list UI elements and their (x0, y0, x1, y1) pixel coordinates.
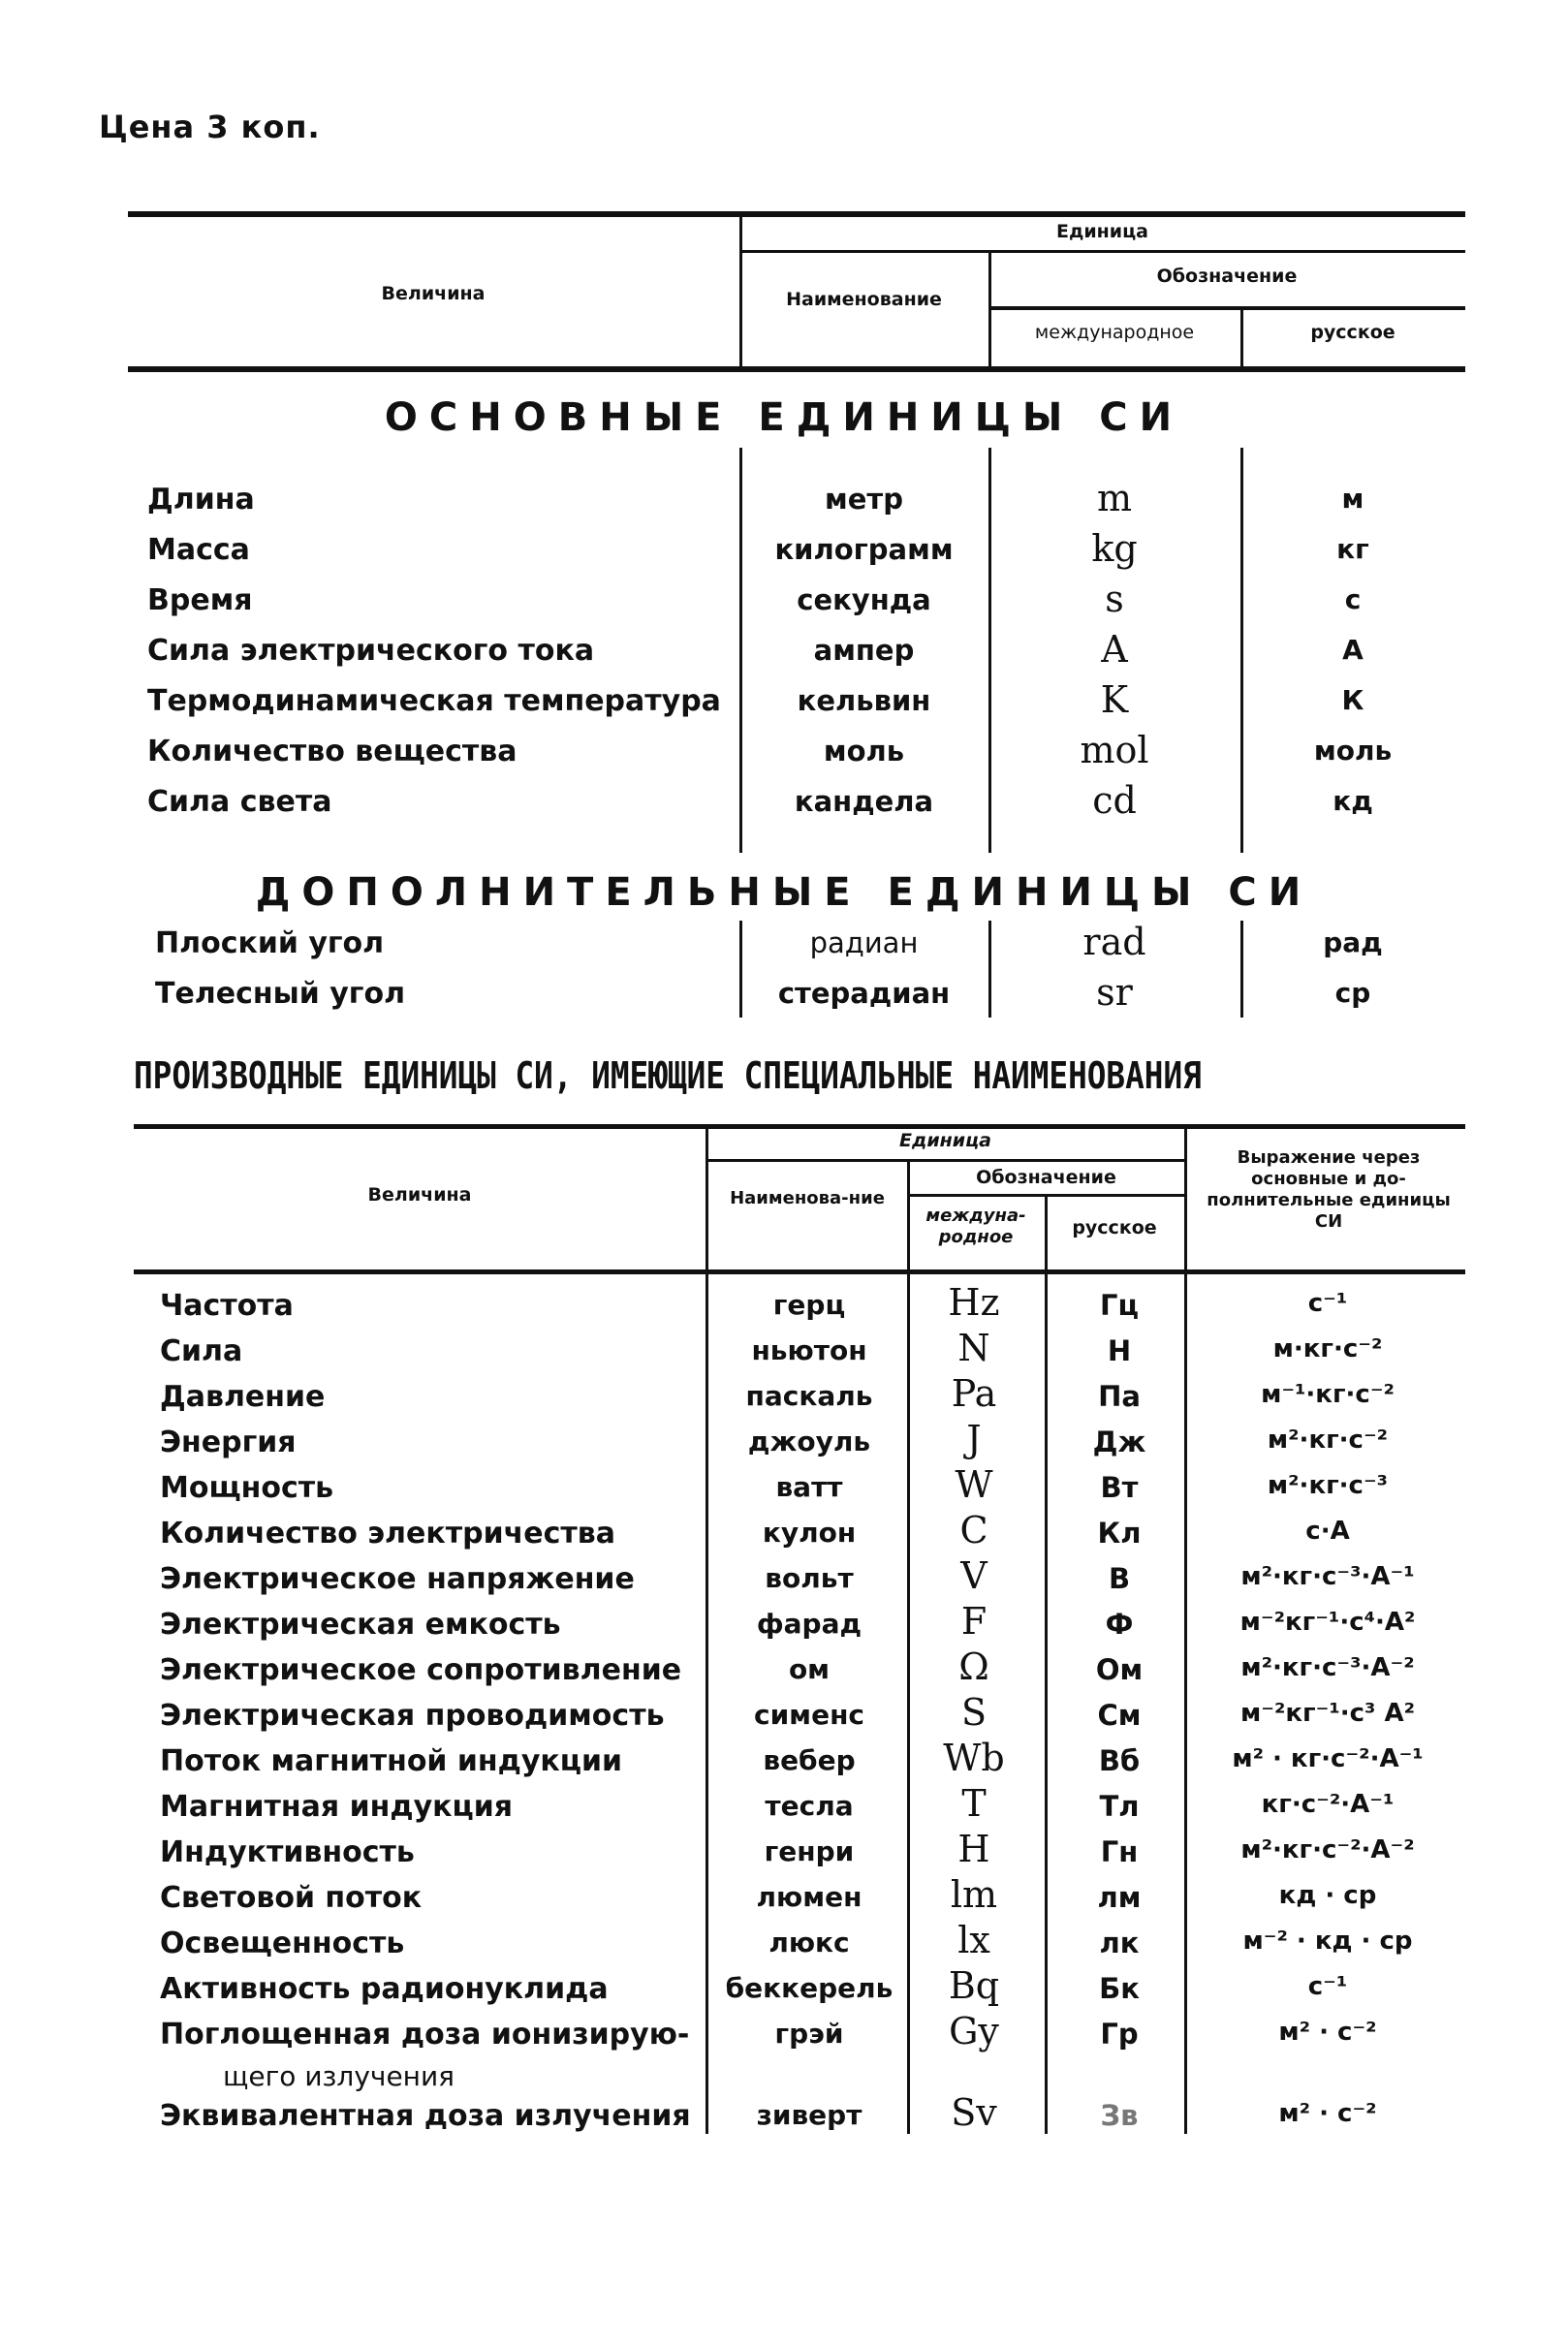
expression-cell: м²·кг·с⁻² (1267, 1426, 1389, 1455)
table-row (0, 527, 1568, 583)
table-row (0, 1873, 1568, 1926)
rus-symbol-cell: Бк (1099, 1972, 1140, 2005)
quantity-cell: Сила электрического тока (147, 634, 595, 668)
quantity-cell: Световой поток (160, 1881, 423, 1915)
quantity-cell: Количество электричества (160, 1517, 615, 1551)
unit-name-cell: люкс (768, 1927, 850, 1958)
table-row (0, 1509, 1568, 1561)
rus-symbol-cell: Гр (1100, 2018, 1139, 2051)
intl-symbol-cell: Pa (951, 1372, 997, 1415)
quantity-cell: Давление (160, 1380, 326, 1414)
rus-symbol-cell: Зв (1100, 2099, 1139, 2132)
table-row (0, 1463, 1568, 1516)
quantity-cell: Плоский угол (155, 926, 385, 960)
unit-name-cell: беккерель (725, 1972, 894, 2004)
col-unit-header: Единица (899, 1130, 991, 1151)
table-row (0, 779, 1568, 835)
quantity-cell: Энергия (160, 1426, 297, 1459)
quantity-cell: Поток магнитной индукции (160, 1744, 623, 1778)
rus-symbol-cell: моль (1313, 735, 1393, 767)
quantity-cell: Освещенность (160, 1927, 405, 1960)
quantity-cell: Термодинамическая температура (147, 684, 721, 718)
table-row (0, 971, 1568, 1027)
unit-name-cell: кулон (762, 1517, 857, 1549)
col-unit-header: Единица (1056, 221, 1148, 242)
intl-symbol-cell: J (966, 1418, 982, 1460)
unit-name-cell: джоуль (747, 1426, 871, 1457)
col-name-header: Наименова-ние (730, 1188, 885, 1208)
quantity-cell: Активность радионуклида (160, 1972, 609, 2006)
expression-cell: м·кг·с⁻² (1272, 1334, 1383, 1363)
rus-symbol-cell: Кл (1097, 1517, 1142, 1550)
rus-symbol-cell: Дж (1092, 1426, 1146, 1458)
quantity-cell: Эквивалентная доза излучения (160, 2099, 691, 2133)
rus-symbol-cell: Гц (1100, 1289, 1139, 1322)
rus-symbol-cell: Вт (1100, 1471, 1139, 1504)
quantity-cell: щего излучения (223, 2060, 455, 2092)
quantity-cell: Сила (160, 1334, 243, 1368)
table-row (0, 2091, 1568, 2144)
unit-name-cell: кельвин (797, 684, 931, 717)
table-row (0, 729, 1568, 785)
table-row (0, 1964, 1568, 2017)
intl-symbol-cell: H (957, 1828, 990, 1870)
expression-cell: м⁻²кг⁻¹·с⁴·А² (1239, 1608, 1416, 1637)
rus-symbol-cell: Гн (1100, 1835, 1139, 1868)
table-row (0, 1828, 1568, 1880)
quantity-cell: Поглощенная доза ионизирую- (160, 2018, 690, 2052)
table-row (0, 1372, 1568, 1425)
unit-name-cell: зиверт (756, 2099, 862, 2131)
intl-symbol-cell: Gy (949, 2010, 999, 2052)
rus-symbol-cell: кг (1336, 533, 1369, 565)
table-row (0, 1418, 1568, 1470)
intl-symbol-cell: V (960, 1554, 988, 1597)
rus-symbol-cell: лк (1099, 1927, 1140, 1959)
unit-name-cell: паскаль (745, 1380, 873, 1412)
divider (988, 306, 1465, 310)
derived-units-title: ПРОИЗВОДНЫЕ ЕДИНИЦЫ СИ, ИМЕЮЩИЕ СПЕЦИАЛЬНЫЕ НАИМЕНОВАНИЯ (134, 1054, 1202, 1097)
unit-name-cell: вольт (765, 1562, 854, 1594)
col-quantity-header: Величина (381, 283, 486, 304)
intl-symbol-cell: kg (1091, 527, 1138, 570)
unit-name-cell: фарад (756, 1608, 862, 1640)
rus-symbol-cell: Н (1107, 1334, 1132, 1367)
intl-symbol-cell: rad (1082, 921, 1146, 963)
intl-symbol-cell: C (959, 1509, 988, 1551)
quantity-cell: Количество вещества (147, 735, 517, 768)
intl-symbol-cell: cd (1092, 779, 1137, 822)
expression-cell: кд · ср (1278, 1881, 1377, 1910)
quantity-cell: Электрическое сопротивление (160, 1653, 682, 1687)
rus-symbol-cell: Вб (1098, 1744, 1141, 1777)
rus-symbol-cell: кд (1333, 785, 1373, 817)
expression-cell: м⁻²кг⁻¹·с³ А² (1240, 1699, 1415, 1728)
unit-name-cell: ом (788, 1653, 831, 1685)
rus-symbol-cell: лм (1097, 1881, 1142, 1914)
price-label: Цена 3 коп. (99, 109, 321, 145)
rus-symbol-cell: См (1097, 1699, 1142, 1732)
intl-symbol-cell: Ω (958, 1645, 989, 1688)
unit-name-cell: ньютон (751, 1334, 867, 1366)
intl-symbol-cell: lm (950, 1873, 998, 1916)
table-row (0, 1691, 1568, 1743)
rus-symbol-cell: ср (1334, 977, 1371, 1009)
expression-cell: с⁻¹ (1307, 1289, 1348, 1318)
rus-symbol-cell: м (1341, 483, 1364, 515)
table-row (0, 578, 1568, 634)
unit-name-cell: ампер (813, 634, 915, 667)
intl-symbol-cell: K (1100, 678, 1129, 721)
rus-symbol-cell: А (1342, 634, 1364, 666)
unit-name-cell: вебер (763, 1744, 856, 1776)
rus-symbol-cell: Па (1098, 1380, 1141, 1413)
expression-cell: м⁻² · кд · ср (1242, 1927, 1413, 1956)
intl-symbol-cell: Hz (948, 1281, 1000, 1324)
unit-name-cell: грэй (774, 2018, 844, 2050)
table-row (0, 1281, 1568, 1333)
col-quantity-header: Величина (367, 1184, 472, 1206)
expression-cell: с·А (1305, 1517, 1350, 1546)
rus-symbol-cell: рад (1323, 926, 1383, 958)
rus-symbol-cell: К (1341, 684, 1364, 716)
expression-cell: с⁻¹ (1307, 1972, 1348, 2001)
unit-name-cell: герц (772, 1289, 846, 1321)
unit-name-cell: генри (764, 1835, 855, 1867)
quantity-cell: Индуктивность (160, 1835, 415, 1869)
unit-name-cell: килограмм (774, 533, 954, 566)
divider (706, 1159, 1185, 1162)
intl-symbol-cell: s (1105, 578, 1124, 620)
intl-symbol-cell: lx (957, 1919, 990, 1961)
unit-name-cell: радиан (809, 926, 919, 959)
expression-cell: м² · кг·с⁻²·А⁻¹ (1232, 1744, 1424, 1773)
col-international-header: международное (1034, 322, 1195, 343)
top-rule (128, 211, 1465, 217)
unit-name-cell: люмен (756, 1881, 862, 1913)
quantity-cell: Частота (160, 1289, 294, 1323)
rus-symbol-cell: Ф (1105, 1608, 1134, 1641)
quantity-cell: Магнитная индукция (160, 1790, 513, 1824)
intl-symbol-cell: sr (1096, 971, 1133, 1014)
base-units-title: ОСНОВНЫЕ ЕДИНИЦЫ СИ (384, 395, 1184, 440)
table-row (0, 477, 1568, 533)
col-designation-header: Обозначение (1156, 266, 1298, 287)
col-russian-header: русское (1072, 1217, 1157, 1238)
quantity-cell: Электрическая проводимость (160, 1699, 665, 1733)
table-row (0, 628, 1568, 684)
bottom-rule (134, 1269, 1465, 1274)
intl-symbol-cell: W (955, 1463, 993, 1506)
table-row (0, 1600, 1568, 1652)
intl-symbol-cell: A (1101, 628, 1128, 671)
intl-symbol-cell: mol (1080, 729, 1149, 771)
table-row (0, 1737, 1568, 1789)
expression-cell: кг·с⁻²·А⁻¹ (1261, 1790, 1395, 1819)
quantity-cell: Сила света (147, 785, 332, 819)
divider (739, 250, 1465, 253)
table-row (0, 1327, 1568, 1379)
rus-symbol-cell: Тл (1099, 1790, 1140, 1823)
unit-name-cell: ватт (775, 1471, 843, 1503)
col-russian-header: русское (1310, 322, 1396, 343)
quantity-cell: Электрическая емкость (160, 1608, 561, 1642)
top-rule (134, 1124, 1465, 1129)
intl-symbol-cell: N (957, 1327, 990, 1369)
intl-symbol-cell: F (960, 1600, 988, 1643)
col-designation-header: Обозначение (976, 1167, 1116, 1188)
expression-cell: м⁻¹·кг·с⁻² (1261, 1380, 1395, 1409)
unit-name-cell: моль (823, 735, 905, 768)
expression-cell: м²·кг·с⁻²·А⁻² (1240, 1835, 1415, 1864)
col-international-header: междуна-родное (925, 1206, 1026, 1247)
quantity-cell: Телесный угол (155, 977, 406, 1011)
intl-symbol-cell: T (961, 1782, 987, 1825)
intl-symbol-cell: S (960, 1691, 988, 1734)
expression-cell: м²·кг·с⁻³·А⁻¹ (1240, 1562, 1415, 1591)
col-name-header: Наименование (786, 289, 942, 310)
rus-symbol-cell: Ом (1095, 1653, 1144, 1686)
table-row (0, 1782, 1568, 1834)
rus-symbol-cell: В (1108, 1562, 1131, 1595)
intl-symbol-cell: m (1096, 477, 1133, 519)
table-row (0, 1554, 1568, 1607)
unit-name-cell: тесла (765, 1790, 854, 1822)
expression-cell: м² · с⁻² (1278, 2099, 1377, 2128)
table-row (0, 2010, 1568, 2062)
quantity-cell: Мощность (160, 1471, 334, 1505)
expression-cell: м²·кг·с⁻³·А⁻² (1240, 1653, 1415, 1682)
unit-name-cell: сименс (753, 1699, 865, 1731)
unit-name-cell: метр (825, 483, 903, 516)
unit-name-cell: стерадиан (777, 977, 951, 1010)
unit-name-cell: кандела (794, 785, 934, 818)
quantity-cell: Масса (147, 533, 250, 567)
table-row (0, 1645, 1568, 1698)
bottom-rule (128, 366, 1465, 372)
quantity-cell: Электрическое напряжение (160, 1562, 635, 1596)
quantity-cell: Время (147, 583, 253, 617)
expression-cell: м² · с⁻² (1278, 2018, 1377, 2047)
intl-symbol-cell: Wb (943, 1737, 1005, 1779)
table-row (0, 1919, 1568, 1971)
rus-symbol-cell: с (1344, 583, 1362, 615)
quantity-cell: Длина (147, 483, 255, 517)
expression-cell: м²·кг·с⁻³ (1267, 1471, 1389, 1500)
intl-symbol-cell: Sv (951, 2091, 997, 2134)
intl-symbol-cell: Bq (948, 1964, 1000, 2007)
table-row (0, 678, 1568, 735)
unit-name-cell: секунда (797, 583, 931, 616)
col-expression-header: Выражение через основные и до-полнительные единицы СИ (1207, 1147, 1451, 1232)
table-row (0, 921, 1568, 977)
supplementary-units-title: ДОПОЛНИТЕЛЬНЫЕ ЕДИНИЦЫ СИ (255, 870, 1313, 915)
